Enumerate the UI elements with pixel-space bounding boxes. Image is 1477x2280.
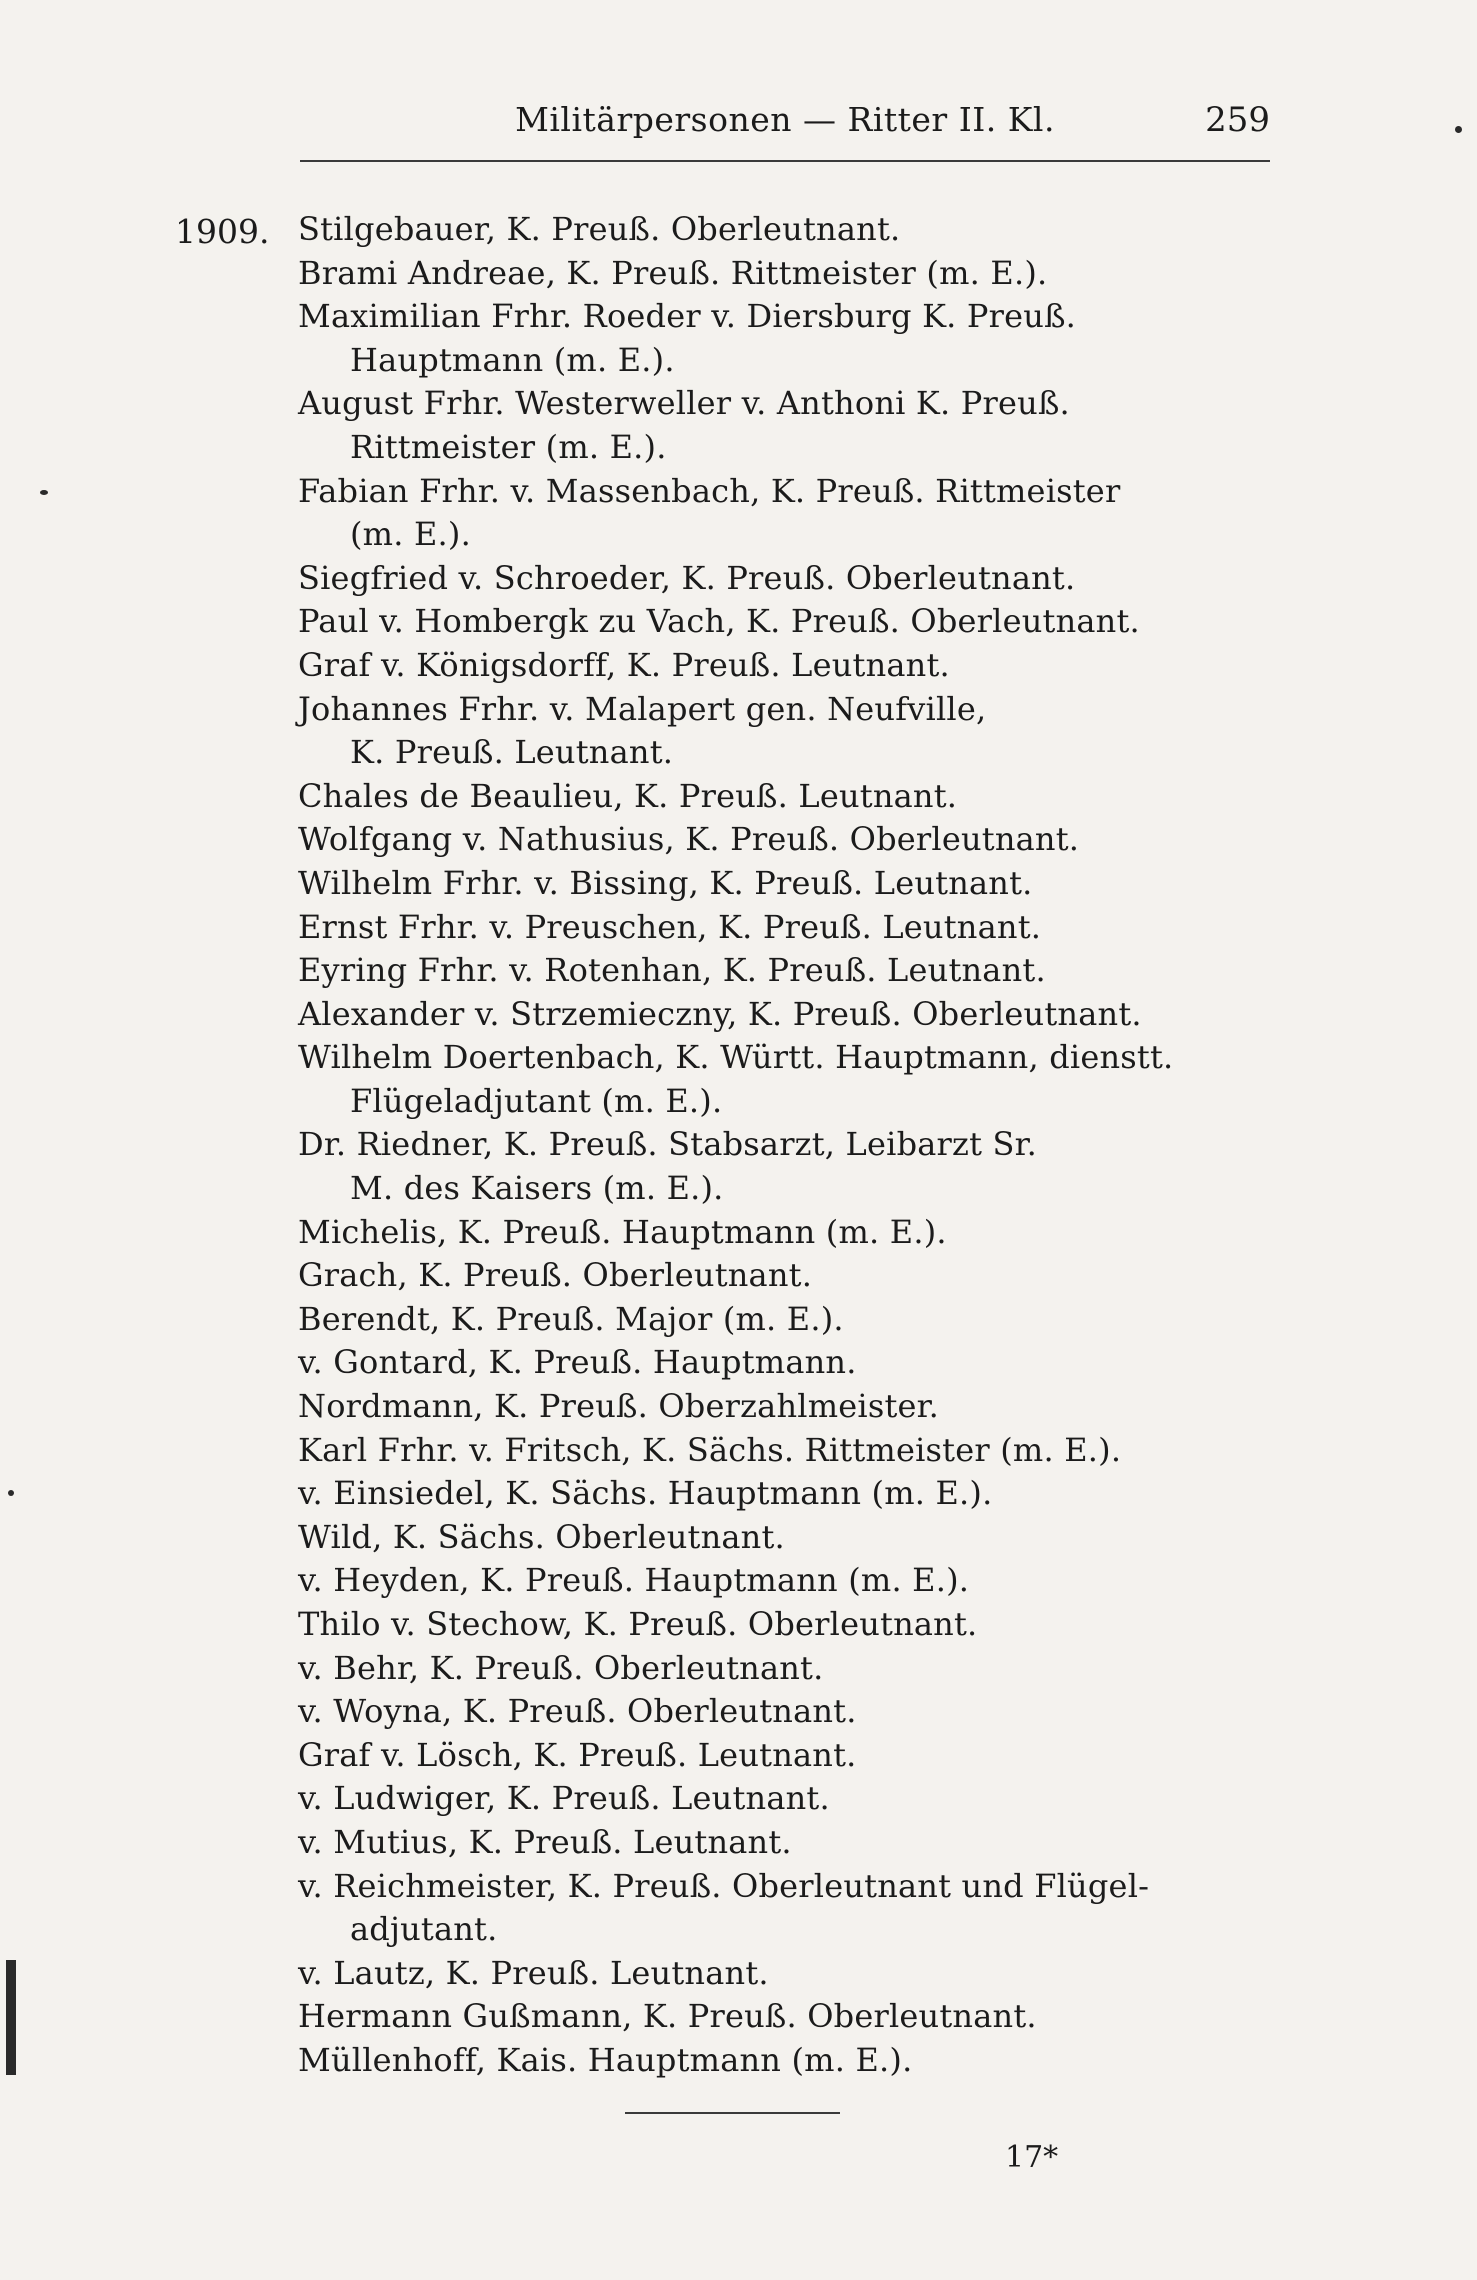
entry-line: Graf v. Königsdorff, K. Preuß. Leutnant. xyxy=(298,645,950,684)
entry-line: Alexander v. Strzemieczny, K. Preuß. Oberleutnant. xyxy=(298,994,1142,1033)
entry-line: Berendt, K. Preuß. Major (m. E.). xyxy=(298,1299,844,1338)
entry-line: v. Einsiedel, K. Sächs. Hauptmann (m. E.). xyxy=(298,1474,993,1513)
entry-line: Dr. Riedner, K. Preuß. Stabsarzt, Leibarzt Sr. xyxy=(298,1125,1037,1164)
entry-line: Wild, K. Sächs. Oberleutnant. xyxy=(298,1517,785,1556)
entry-line: Maximilian Frhr. Roeder v. Diersburg K. Preuß. xyxy=(298,297,1077,336)
header-rule xyxy=(300,160,1270,162)
printer-signature: 17* xyxy=(1005,2140,1059,2175)
entry-continuation-line: (m. E.). xyxy=(350,515,471,554)
year-label: 1909. xyxy=(175,212,270,251)
entry-continuation-line: adjutant. xyxy=(350,1910,498,1949)
entry-line: v. Lautz, K. Preuß. Leutnant. xyxy=(298,1953,769,1992)
page-number: 259 xyxy=(1205,100,1270,140)
entry-line: v. Heyden, K. Preuß. Hauptmann (m. E.). xyxy=(298,1561,970,1600)
entry-continuation-line: Rittmeister (m. E.). xyxy=(350,427,667,466)
ink-speck xyxy=(8,1490,14,1496)
entry-line: Grach, K. Preuß. Oberleutnant. xyxy=(298,1256,813,1295)
entry-line: Wilhelm Doertenbach, K. Württ. Hauptmann, dienstt. xyxy=(298,1038,1174,1077)
entry-line: Johannes Frhr. v. Malapert gen. Neufville, xyxy=(298,689,987,728)
entry-line: Thilo v. Stechow, K. Preuß. Oberleutnant. xyxy=(298,1605,978,1643)
ink-speck xyxy=(40,490,48,495)
entry-list xyxy=(298,208,1278,2083)
entry-line: Wolfgang v. Nathusius, K. Preuß. Oberleutnant. xyxy=(298,820,1080,859)
entry-line: v. Reichmeister, K. Preuß. Oberleutnant und Flügel- xyxy=(298,1866,1150,1905)
entry-continuation-line: M. des Kaisers (m. E.). xyxy=(350,1169,724,1208)
entry-line: Paul v. Hombergk zu Vach, K. Preuß. Oberleutnant. xyxy=(298,602,1140,641)
scan-edge-mark xyxy=(6,1960,16,2075)
entry-line: v. Mutius, K. Preuß. Leutnant. xyxy=(298,1822,792,1861)
entry-line: Ernst Frhr. v. Preuschen, K. Preuß. Leutnant. xyxy=(298,907,1042,946)
entry-line: Müllenhoff, Kais. Hauptmann (m. E.). xyxy=(298,2040,913,2079)
running-title: Militärpersonen — Ritter II. Kl. xyxy=(515,100,1055,139)
entry-continuation-line: K. Preuß. Leutnant. xyxy=(350,733,674,772)
entry-line: Brami Andreae, K. Preuß. Rittmeister (m. E.). xyxy=(298,253,1048,292)
footer-rule xyxy=(625,2112,840,2114)
entry-line: August Frhr. Westerweller v. Anthoni K. Preuß. xyxy=(298,384,1070,423)
entry-line: Fabian Frhr. v. Massenbach, K. Preuß. Rittmeister xyxy=(298,471,1121,510)
entry-line: v. Ludwiger, K. Preuß. Leutnant. xyxy=(298,1779,830,1818)
entry-continuation-line: Flügeladjutant (m. E.). xyxy=(350,1081,723,1120)
entry-line: Nordmann, K. Preuß. Oberzahlmeister. xyxy=(298,1387,939,1426)
entry-line: Michelis, K. Preuß. Hauptmann (m. E.). xyxy=(298,1212,947,1251)
entry-line: Karl Frhr. v. Fritsch, K. Sächs. Rittmeister (m. E.). xyxy=(298,1430,1122,1469)
entry-continuation-line: Hauptmann (m. E.). xyxy=(350,340,675,379)
entry-line: v. Gontard, K. Preuß. Hauptmann. xyxy=(298,1343,857,1382)
entry-line: Siegfried v. Schroeder, K. Preuß. Oberleutnant. xyxy=(298,558,1076,597)
entry-line: Chales de Beaulieu, K. Preuß. Leutnant. xyxy=(298,776,958,815)
entry-line: Wilhelm Frhr. v. Bissing, K. Preuß. Leutnant. xyxy=(298,863,1033,902)
entry-line: Hermann Gußmann, K. Preuß. Oberleutnant. xyxy=(298,1997,1037,2036)
ink-speck xyxy=(1455,126,1462,133)
entry-line: Eyring Frhr. v. Rotenhan, K. Preuß. Leutnant. xyxy=(298,951,1046,990)
entry-line: v. Behr, K. Preuß. Oberleutnant. xyxy=(298,1648,824,1687)
entry-line: v. Woyna, K. Preuß. Oberleutnant. xyxy=(298,1692,857,1731)
entry-line: Graf v. Lösch, K. Preuß. Leutnant. xyxy=(298,1735,857,1774)
entry-line: Stilgebauer, K. Preuß. Oberleutnant. xyxy=(298,210,901,248)
running-head xyxy=(300,100,1270,150)
